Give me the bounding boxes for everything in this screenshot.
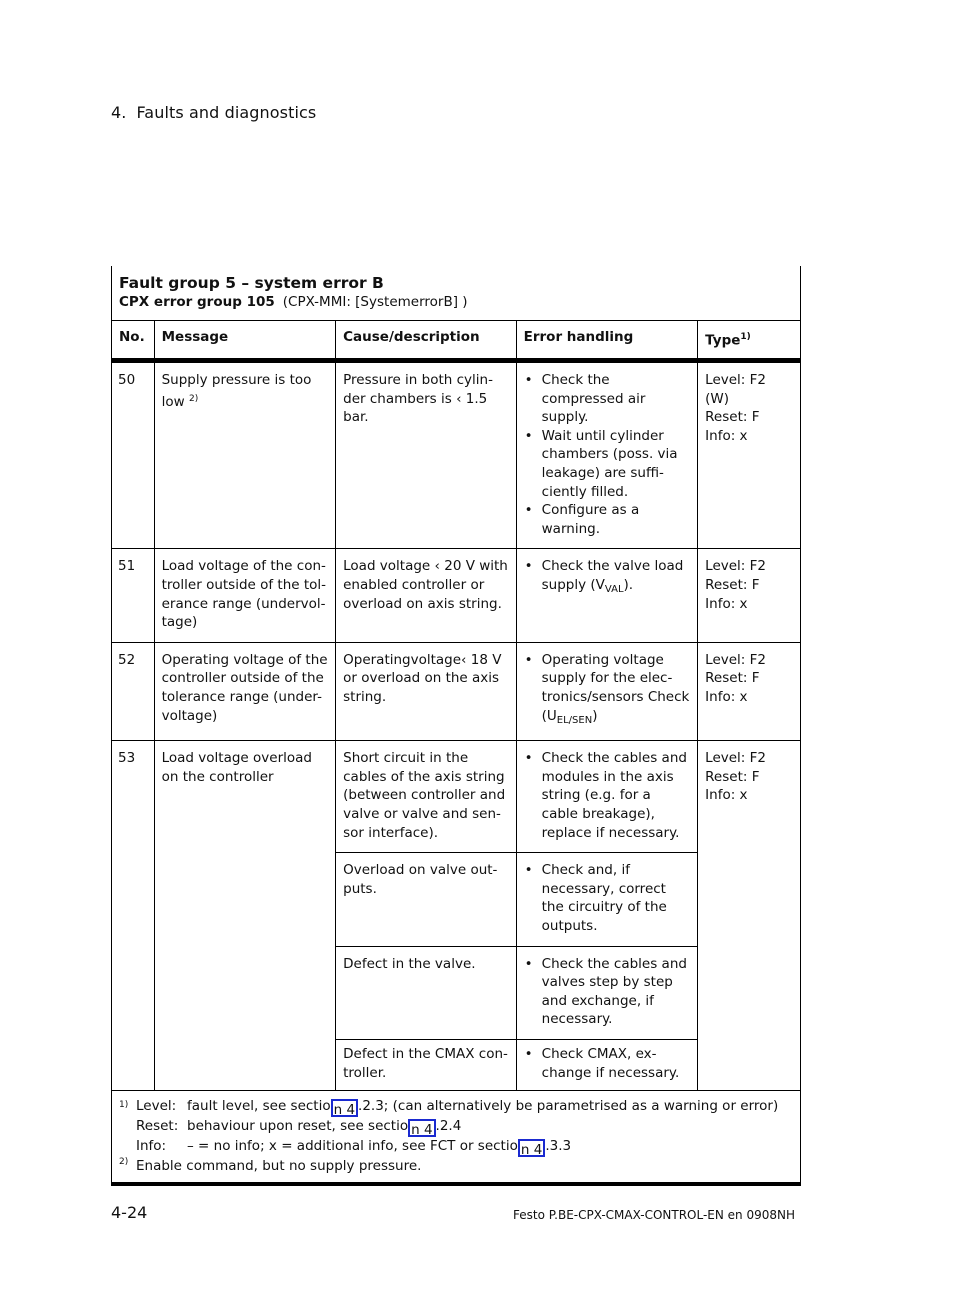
fault-message: Supply pressure is too low $^{2)}$ xyxy=(154,361,336,549)
section-link[interactable]: n 4 xyxy=(408,1119,435,1137)
type-footnote-ref: 1) xyxy=(740,332,751,342)
footnote-level: Level: fault level, see sectio n 4 .2.3; (can alternatively be parametrised as a warning or error) xyxy=(136,1098,779,1119)
fault-type: Level: F2 Reset: F Info: x xyxy=(698,642,800,740)
col-header-no: No. xyxy=(112,321,154,361)
col-header-handling: Error handling xyxy=(516,321,698,361)
document-reference: Festo P.BE-CPX-CMAX-CONTROL-EN en 0908NH xyxy=(513,1208,795,1222)
table-row xyxy=(112,549,800,642)
fault-number: 51 xyxy=(112,549,154,642)
handling-step: • Check the compressed air supply. xyxy=(542,371,692,427)
page-number: 4-24 xyxy=(111,1203,148,1222)
section-link[interactable]: n 4 xyxy=(331,1099,358,1117)
fault-cause: Defect in the CMAX con-troller. xyxy=(336,1039,517,1090)
fault-number: 53 xyxy=(112,741,154,1091)
fault-handling xyxy=(516,946,698,1039)
handling-step: • Wait until cylinder chambers (poss. via leakage) are suffi-ciently filled. xyxy=(542,427,692,501)
table-row xyxy=(112,361,800,549)
table-header-row xyxy=(112,321,800,361)
fault-handling xyxy=(516,549,698,642)
handling-step: • Check CMAX, ex-change if necessary. xyxy=(542,1045,692,1082)
fault-handling xyxy=(516,741,698,853)
table-title: Fault group 5 – system error B xyxy=(119,274,384,292)
fault-type: Level: F2 Reset: F Info: x xyxy=(698,549,800,642)
handling-step: • Operating voltage supply for the elec-tronics/sensors Check $(U_{EL/SEN})$ xyxy=(542,651,692,730)
fault-message: Load voltage overload on the controller xyxy=(154,741,336,1091)
error-group-label: CPX error group 105 xyxy=(119,294,275,310)
section-link[interactable]: n 4 xyxy=(518,1139,545,1157)
fault-handling xyxy=(516,361,698,549)
fault-cause: Operatingvoltage‹ 18 V or overload on the axis string. xyxy=(336,642,517,740)
col-header-message: Message xyxy=(154,321,336,361)
fault-handling xyxy=(516,642,698,740)
handling-step: • Configure as a warning. xyxy=(542,501,692,538)
handling-step: • Check the cables and modules in the axis string (e.g. for a cable breakage), replace if necessary. xyxy=(542,749,692,842)
fault-cause: Overload on valve out-puts. xyxy=(336,853,517,946)
handling-step: • Check the cables and valves step by step and exchange, if necessary. xyxy=(542,955,692,1029)
fault-cause: Short circuit in the cables of the axis string (between controller and valve or valve and sen-sor interface). xyxy=(336,741,517,853)
footnote-reset: Reset: behaviour upon reset, see sectio n 4 .2.4 xyxy=(136,1118,462,1139)
footnote-2: Enable command, but no supply pressure. xyxy=(136,1158,422,1175)
footnote-mark-1: 1) xyxy=(119,1100,129,1111)
table-row xyxy=(112,642,800,740)
col-header-type: Type$^{1)}$ xyxy=(698,321,800,361)
fault-number: 52 xyxy=(112,642,154,740)
fault-message: Load voltage of the con-troller outside of the tol-erance range (undervol-tage) xyxy=(154,549,336,642)
fault-type: Level: F2 Reset: F Info: x xyxy=(698,741,800,1091)
table-subtitle xyxy=(119,293,800,311)
handling-step: • Check and, if necessary, correct the circuitry of the outputs. xyxy=(542,861,692,935)
footnote-info: Info: – = no info; x = additional info, see FCT or sectio n 4 .3.3 xyxy=(136,1138,572,1159)
fault-cause: Pressure in both cylin-der chambers is ‹ 1.5 bar. xyxy=(336,361,517,549)
faults-grid xyxy=(112,321,800,1091)
chapter-heading xyxy=(111,103,316,122)
table-row xyxy=(112,741,800,853)
error-group-mmi: (CPX-MMI: [SystemerrorB] ) xyxy=(282,294,468,310)
fault-cause: Load voltage ‹ 20 V with enabled controller or overload on axis string. xyxy=(336,549,517,642)
footnote-mark-2: 2) xyxy=(119,1157,129,1168)
fault-handling xyxy=(516,1039,698,1090)
fault-number: 50 xyxy=(112,361,154,549)
table-caption xyxy=(112,266,800,321)
message-footnote-ref: 2) xyxy=(188,393,199,404)
handling-step: • Check the valve load supply $(V_{VAL})$. xyxy=(542,557,692,599)
col-header-cause: Cause/description xyxy=(336,321,517,361)
chapter-number: 4. xyxy=(111,103,127,122)
fault-cause: Defect in the valve. xyxy=(336,946,517,1039)
fault-message: Operating voltage of the controller outside of the tolerance range (under-voltage) xyxy=(154,642,336,740)
table-footnotes xyxy=(112,1091,800,1186)
fault-table xyxy=(111,266,801,1186)
chapter-title: Faults and diagnostics xyxy=(136,103,317,122)
fault-type: Level: F2 (W) Reset: F Info: x xyxy=(698,361,800,549)
fault-handling xyxy=(516,853,698,946)
